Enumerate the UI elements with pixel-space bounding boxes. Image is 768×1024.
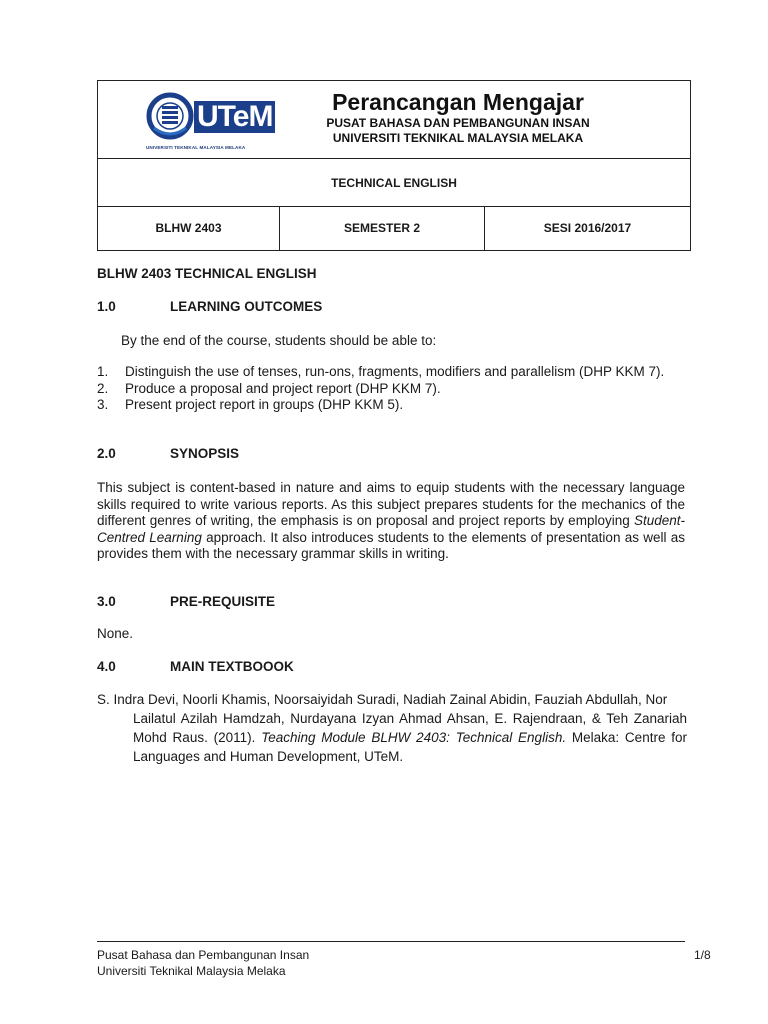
section-3-number: 3.0	[97, 594, 116, 609]
semester-cell: SEMESTER 2	[280, 207, 485, 250]
footer-divider	[97, 941, 685, 942]
prerequisite-text: None.	[97, 626, 134, 641]
header-row-info	[98, 207, 690, 250]
section-4-number: 4.0	[97, 659, 116, 674]
subtitle-center: PUSAT BAHASA DAN PEMBANGUNAN INSAN	[326, 116, 590, 130]
section-1-title: LEARNING OUTCOMES	[170, 299, 323, 314]
section-2-title: SYNOPSIS	[170, 446, 240, 461]
learning-outcomes-list	[97, 364, 697, 414]
page-title: Perancangan Mengajar	[332, 89, 584, 115]
logo-caption: UNIVERSITI TEKNIKAL MALAYSIA MELAKA	[146, 145, 246, 150]
title-block	[308, 89, 608, 146]
textbook-reference	[97, 690, 687, 766]
utem-logo	[146, 92, 272, 152]
utem-wordmark: UTeM	[194, 101, 275, 133]
footer-line-2: Universiti Teknikal Malaysia Melaka	[97, 964, 286, 978]
reference-continuation: Lailatul Azilah Hamdzah, Nurdayana Izyan Ahmad Ahsan, E. Rajendraan, & Teh Zanariah Mohd Raus. (2011). Teaching Module BLHW 2403: Technical English. Melaka: Centre for Languages and Human Development, UTeM.	[133, 711, 687, 764]
list-item: 2. Produce a proposal and project report (DHP KKM 7).	[97, 380, 441, 396]
course-name: TECHNICAL ENGLISH	[331, 176, 457, 190]
subtitle-university: UNIVERSITI TEKNIKAL MALAYSIA MELAKA	[332, 131, 584, 145]
footer-text	[97, 947, 309, 979]
document-heading: BLHW 2403 TECHNICAL ENGLISH	[97, 266, 317, 281]
section-3-title: PRE-REQUISITE	[170, 594, 276, 609]
course-code-cell: BLHW 2403	[98, 207, 280, 250]
utem-emblem-icon	[146, 92, 196, 144]
section-4-title: MAIN TEXTBOOOK	[170, 659, 294, 674]
outcomes-intro: By the end of the course, students should be able to:	[121, 333, 437, 348]
footer-line-1: Pusat Bahasa dan Pembangunan Insan	[97, 948, 310, 962]
header-row-course	[98, 159, 690, 207]
header-row-title	[98, 81, 690, 159]
list-item: 3. Present project report in groups (DHP KKM 5).	[97, 397, 404, 412]
synopsis-paragraph: This subject is content-based in nature and aims to equip students with the necessary language skills required to write various reports. As this subject prepares students for the mechanics of the different genres of writing, the emphasis is on proposal and project reports by employing Student-Centred Learning approach. It also introduces students to the elements of presentation as well as provides them with the necessary grammar skills in writing.	[97, 480, 686, 561]
reference-authors-line: S. Indra Devi, Noorli Khamis, Noorsaiyidah Suradi, Nadiah Zainal Abidin, Fauziah Abdullah, Nor	[97, 692, 668, 707]
section-2-number: 2.0	[97, 446, 116, 461]
header-table	[97, 80, 691, 251]
section-1-number: 1.0	[97, 299, 116, 314]
page-number: 1/8	[694, 948, 711, 962]
session-cell: SESI 2016/2017	[543, 221, 632, 235]
list-item: 1. Distinguish the use of tenses, run-ons, fragments, modifiers and parallelism (DHP KKM 7).	[97, 364, 665, 379]
